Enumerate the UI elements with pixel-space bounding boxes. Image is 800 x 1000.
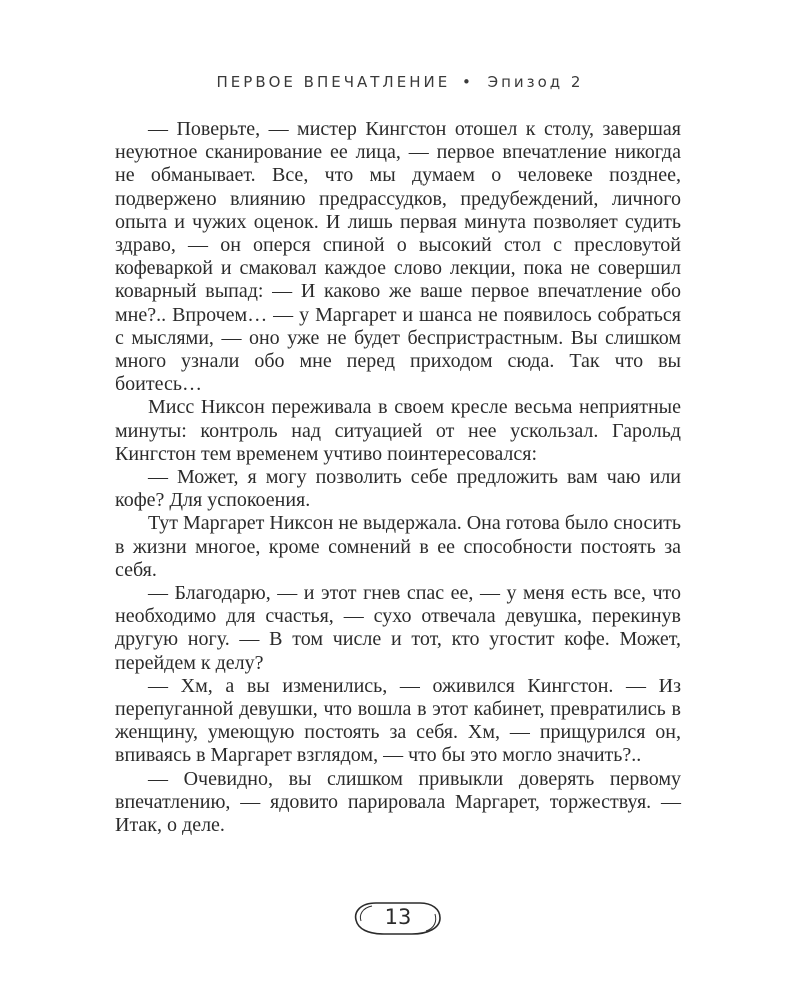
page-number-badge xyxy=(348,896,448,940)
running-header xyxy=(0,73,800,91)
paragraph: — Может, я могу позволить себе предложить вам чаю или кофе? Для успокоения. xyxy=(115,466,681,512)
book-title: ПЕРВОЕ ВПЕЧАТЛЕНИЕ xyxy=(216,73,451,91)
page-number: 13 xyxy=(384,905,412,929)
paragraph: — Очевидно, вы слишком привыкли доверять первому впечатлению, — ядовито парировала Маргарет, торжествуя. — Итак, о деле. xyxy=(115,767,681,837)
paragraph: Тут Маргарет Никсон не выдержала. Она готова было сносить в жизни многое, кроме сомнений в ее способности постоять за себя. xyxy=(115,512,681,581)
header-separator: • xyxy=(461,73,474,91)
paragraph: — Поверьте, — мистер Кингстон отошел к столу, завершая неуютное сканирование ее лица, — первое впечатление никогда не обманывает. Все, что мы думаем о человеке позднее, подвержено влиянию предрассудков, предубеждений, личного опыта и чужих оценок. И лишь первая минута позволяет судить здраво, — он оперся спиной о высокий стол с пресловутой кофеваркой и смаковал каждое слово лекции, пока не совершил коварный выпад: — И каково же ваше первое впечатление обо мне?.. Впрочем… — у Маргарет и шанса не появилось собраться с мыслями, — оно уже не будет беспристрастным. Вы слишком много узнали обо мне перед приходом сюда. Так что вы боитесь… xyxy=(115,118,681,396)
body-text xyxy=(115,118,681,837)
paragraph: Мисс Никсон переживала в своем кресле весьма неприятные минуты: контроль над ситуацией от нее ускользал. Гарольд Кингстон тем временем учтиво поинтересовался: xyxy=(115,396,681,465)
episode-label: Эпизод 2 xyxy=(487,73,584,91)
paragraph: — Благодарю, — и этот гнев спас ее, — у меня есть все, что необходимо для счастья, — сухо отвечала девушка, перекинув другую ногу. — В том числе и тот, кто угостит кофе. Может, перейдем к делу? xyxy=(115,582,681,674)
paragraph: — Хм, а вы изменились, — оживился Кингстон. — Из перепуганной девушки, что вошла в этот кабинет, превратились в женщину, умеющую постоять за себя. Хм, — прищурился он, впиваясь в Маргарет взглядом, — что бы это могло значить?.. xyxy=(115,674,681,767)
